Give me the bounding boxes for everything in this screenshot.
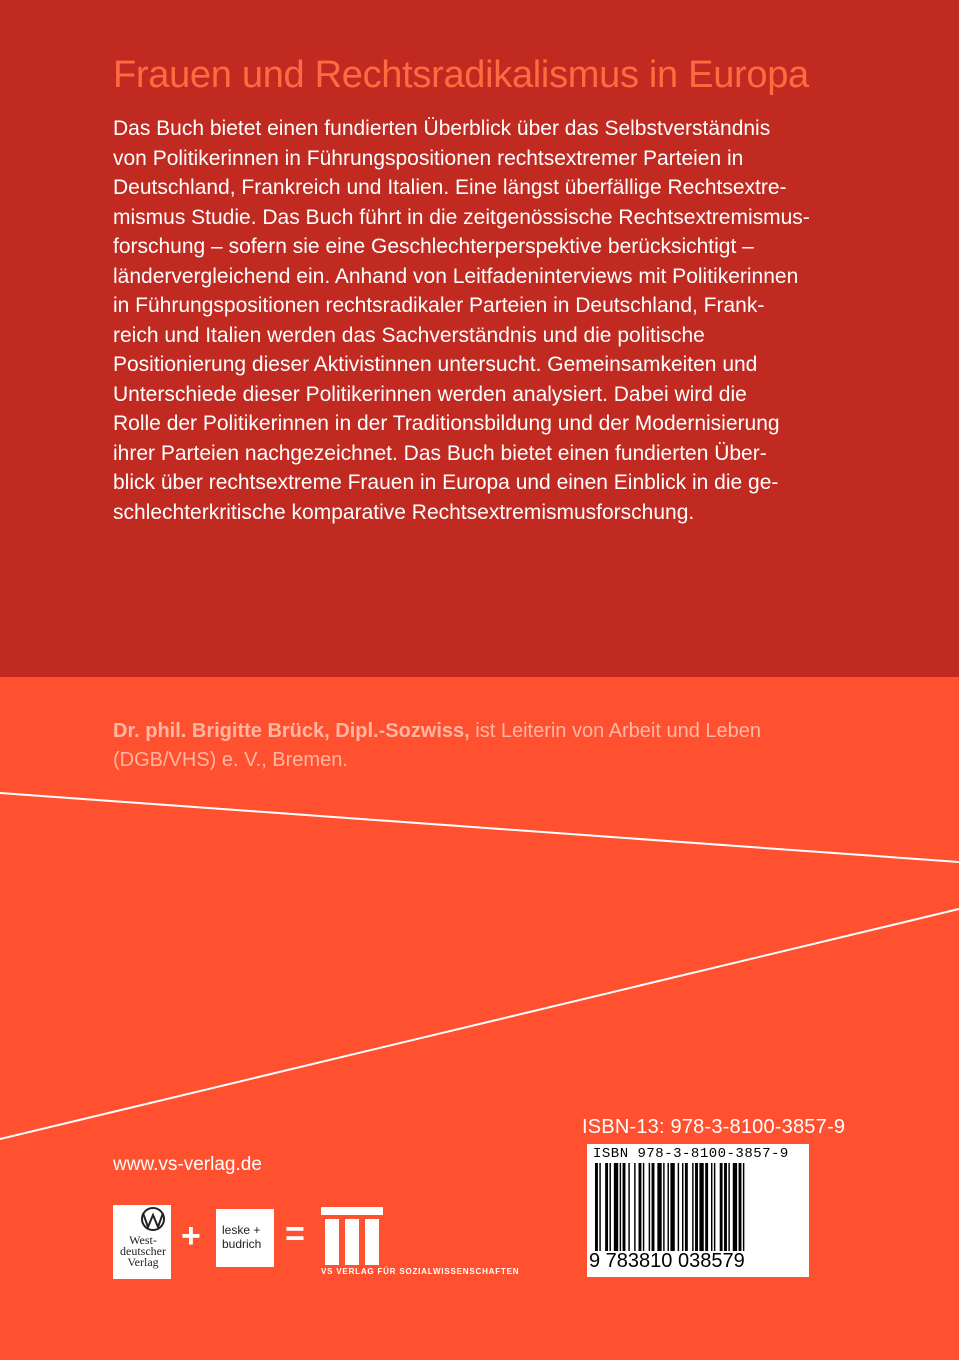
author-line — [113, 717, 903, 746]
barcode-bar — [739, 1163, 742, 1251]
barcode-bar — [599, 1163, 600, 1251]
description-line: Unterschiede dieser Politikerinnen werden analysiert. Dabei wird die — [113, 382, 747, 406]
barcode-bar — [620, 1163, 621, 1251]
westdeutscher-verlag-logo — [113, 1205, 171, 1279]
barcode-bar — [699, 1163, 703, 1251]
author-role: ist Leiterin von Arbeit und Leben — [469, 720, 762, 742]
barcode-bar — [605, 1163, 608, 1251]
description-line: ihrer Parteien nachgezeichnet. Das Buch bietet einen fundierten Über- — [113, 441, 767, 465]
barcode-number: 9 783810 038579 — [589, 1250, 745, 1272]
leske-budrich-logo — [216, 1209, 274, 1267]
barcode-bar — [595, 1163, 598, 1251]
barcode-bar — [678, 1163, 679, 1251]
description-line: reich und Italien werden das Sachverständnis und die politische — [113, 323, 705, 347]
description-line: Rolle der Politikerinnen in der Traditionsbildung und der Modernisierung — [113, 412, 780, 435]
westdeutscher-text: West- deutscher Verlag — [120, 1233, 166, 1269]
barcode-bar — [714, 1163, 715, 1251]
decor-line — [0, 909, 959, 1139]
description-line: von Politikerinnen in Führungspositionen rechtsextremer Parteien in — [113, 146, 744, 170]
barcode-bar — [705, 1163, 708, 1251]
author-bio — [113, 717, 903, 775]
barcode-bar — [663, 1163, 664, 1251]
barcode-bar — [692, 1163, 693, 1251]
description-line: Positionierung dieser Aktivistinnen untersucht. Gemeinsamkeiten und — [113, 353, 758, 376]
vs-verlag-logo-icon — [321, 1207, 383, 1265]
barcode-bar — [628, 1163, 629, 1251]
decor-line — [0, 793, 959, 862]
description-line: schlechterkritische komparative Rechtsextremismusforschung. — [113, 500, 695, 524]
barcode-bar — [623, 1163, 626, 1251]
barcode-bar — [711, 1163, 712, 1251]
isbn-13-label: ISBN-13: 978-3-8100-3857-9 — [582, 1116, 846, 1138]
leske-budrich-text: leske + budrich — [222, 1223, 262, 1251]
barcode-bars — [595, 1163, 801, 1251]
barcode-bar — [639, 1163, 642, 1251]
vs-verlag-tagline: VS VERLAG FÜR SOZIALWISSENSCHAFTEN — [321, 1267, 520, 1276]
barcode-bar — [695, 1163, 698, 1251]
barcode-bar — [685, 1163, 688, 1251]
barcode-bar — [670, 1163, 674, 1251]
author-line: (DGB/VHS) e. V., Bremen. — [113, 749, 348, 771]
book-title: Frauen und Rechtsradikalismus in Europa — [113, 54, 809, 96]
barcode-bar — [614, 1163, 618, 1251]
barcode-bar — [720, 1163, 723, 1251]
description-line: ländervergleichend ein. Anhand von Leitfadeninterviews mit Politikerinnen — [113, 264, 799, 288]
description-line: in Führungspositionen rechtsradikaler Parteien in Deutschland, Frank- — [113, 294, 765, 317]
equals-sign: = — [285, 1215, 305, 1253]
barcode-bar — [724, 1163, 727, 1251]
barcode-bar — [682, 1163, 683, 1251]
description-line: Deutschland, Frankreich und Italien. Eine längst überfällige Rechtsextre- — [113, 176, 787, 199]
barcode-bar — [652, 1163, 655, 1251]
barcode-bar — [668, 1163, 669, 1251]
barcode-bar — [733, 1163, 737, 1251]
publisher-logos — [113, 1205, 563, 1285]
plus-sign: + — [181, 1217, 201, 1255]
barcode-bar — [728, 1163, 729, 1251]
barcode-bar — [634, 1163, 635, 1251]
barcode-bar — [649, 1163, 650, 1251]
top-panel — [0, 0, 959, 677]
author-name: Dr. phil. Brigitte Brück, Dipl.-Sozwiss, — [113, 720, 470, 742]
book-description — [113, 114, 873, 527]
publisher-url[interactable]: www.vs-verlag.de — [113, 1154, 262, 1175]
description-line: forschung – sofern sie eine Geschlechterperspektive berücksichtigt – — [113, 235, 754, 258]
barcode-bar — [743, 1163, 744, 1251]
barcode-isbn-text: ISBN 978-3-8100-3857-9 — [593, 1146, 789, 1162]
barcode-bar — [610, 1163, 611, 1251]
description-line: blick über rechtsextreme Frauen in Europa und einen Einblick in die ge- — [113, 471, 779, 494]
description-line: mismus Studie. Das Buch führt in die zeitgenössische Rechtsextremismus- — [113, 205, 810, 229]
barcode-bar — [657, 1163, 661, 1251]
description-line: Das Buch bietet einen fundierten Überblick über das Selbstverständnis — [113, 117, 771, 140]
barcode-bar — [643, 1163, 644, 1251]
barcode — [587, 1144, 809, 1277]
